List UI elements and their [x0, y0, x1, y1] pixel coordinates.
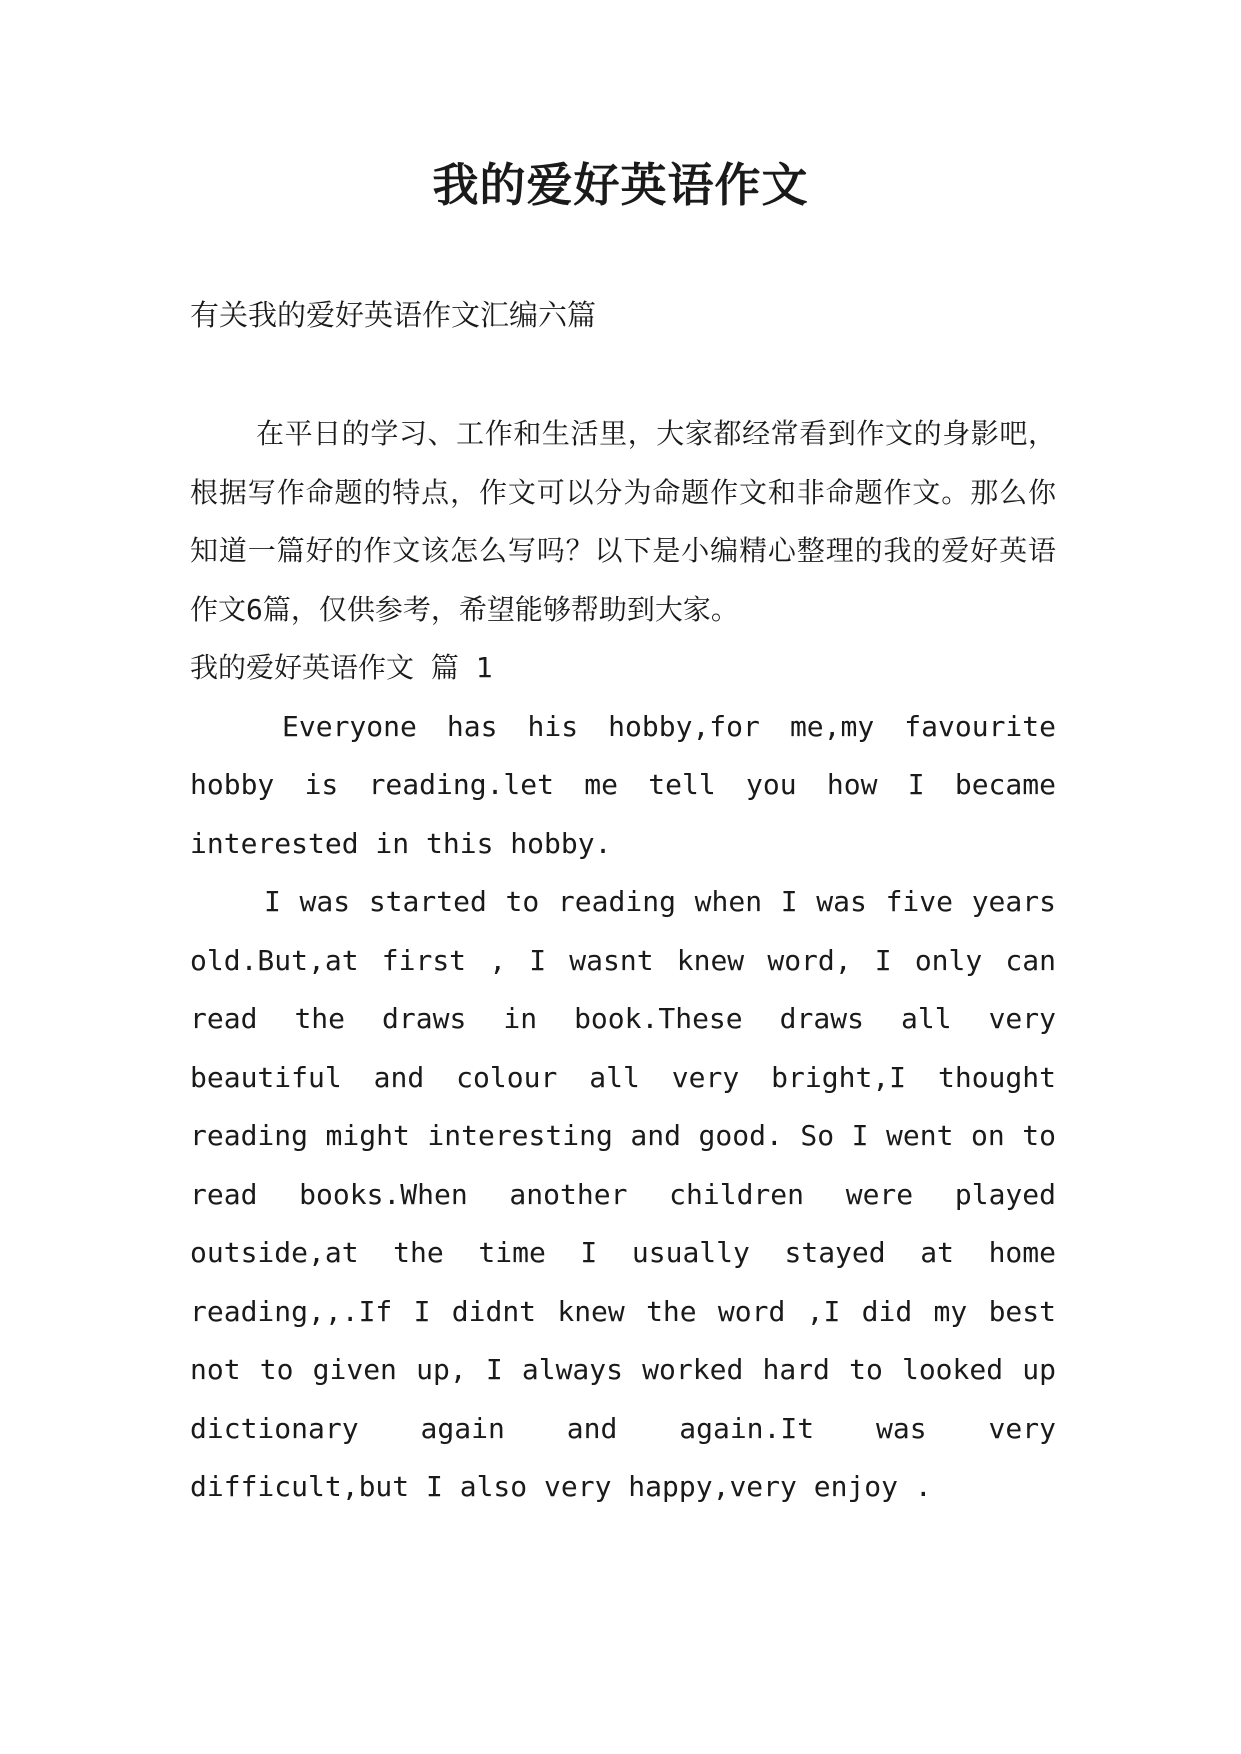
essay-paragraph-1: Everyone has his hobby,for me,my favourite hobby is reading.let me tell you how I became interested in this hobby. [190, 709, 1056, 860]
essay-paragraph-2: I was started to reading when I was five years old.But,at first , I wasnt knew word, I only can read the draws in book.These draws all very beautiful and colour all very bright,I thought reading might interesting and good. So I went on to read books.When another children were played outside,at the time I usually stayed at home reading,,.If I didnt knew the word ,I did my best not to given up, I always worked hard to looked up dictionary again and again.It was very difficult,but I also very happy,very enjoy . [190, 885, 1056, 1503]
document-body [190, 405, 1056, 1517]
section-heading: 我的爱好英语作文 篇 1 [190, 651, 493, 684]
intro-paragraph: 在平日的学习、工作和生活里，大家都经常看到作文的身影吧，根据写作命题的特点，作文可以分为命题作文和非命题作文。那么你知道一篇好的作文该怎么写吗？以下是小编精心整理的我的爱好英语作文6篇，仅供参考，希望能够帮助到大家。 [190, 417, 1056, 626]
document-title: 我的爱好英语作文 [432, 158, 809, 212]
document-subtitle: 有关我的爱好英语作文汇编六篇 [190, 298, 597, 332]
